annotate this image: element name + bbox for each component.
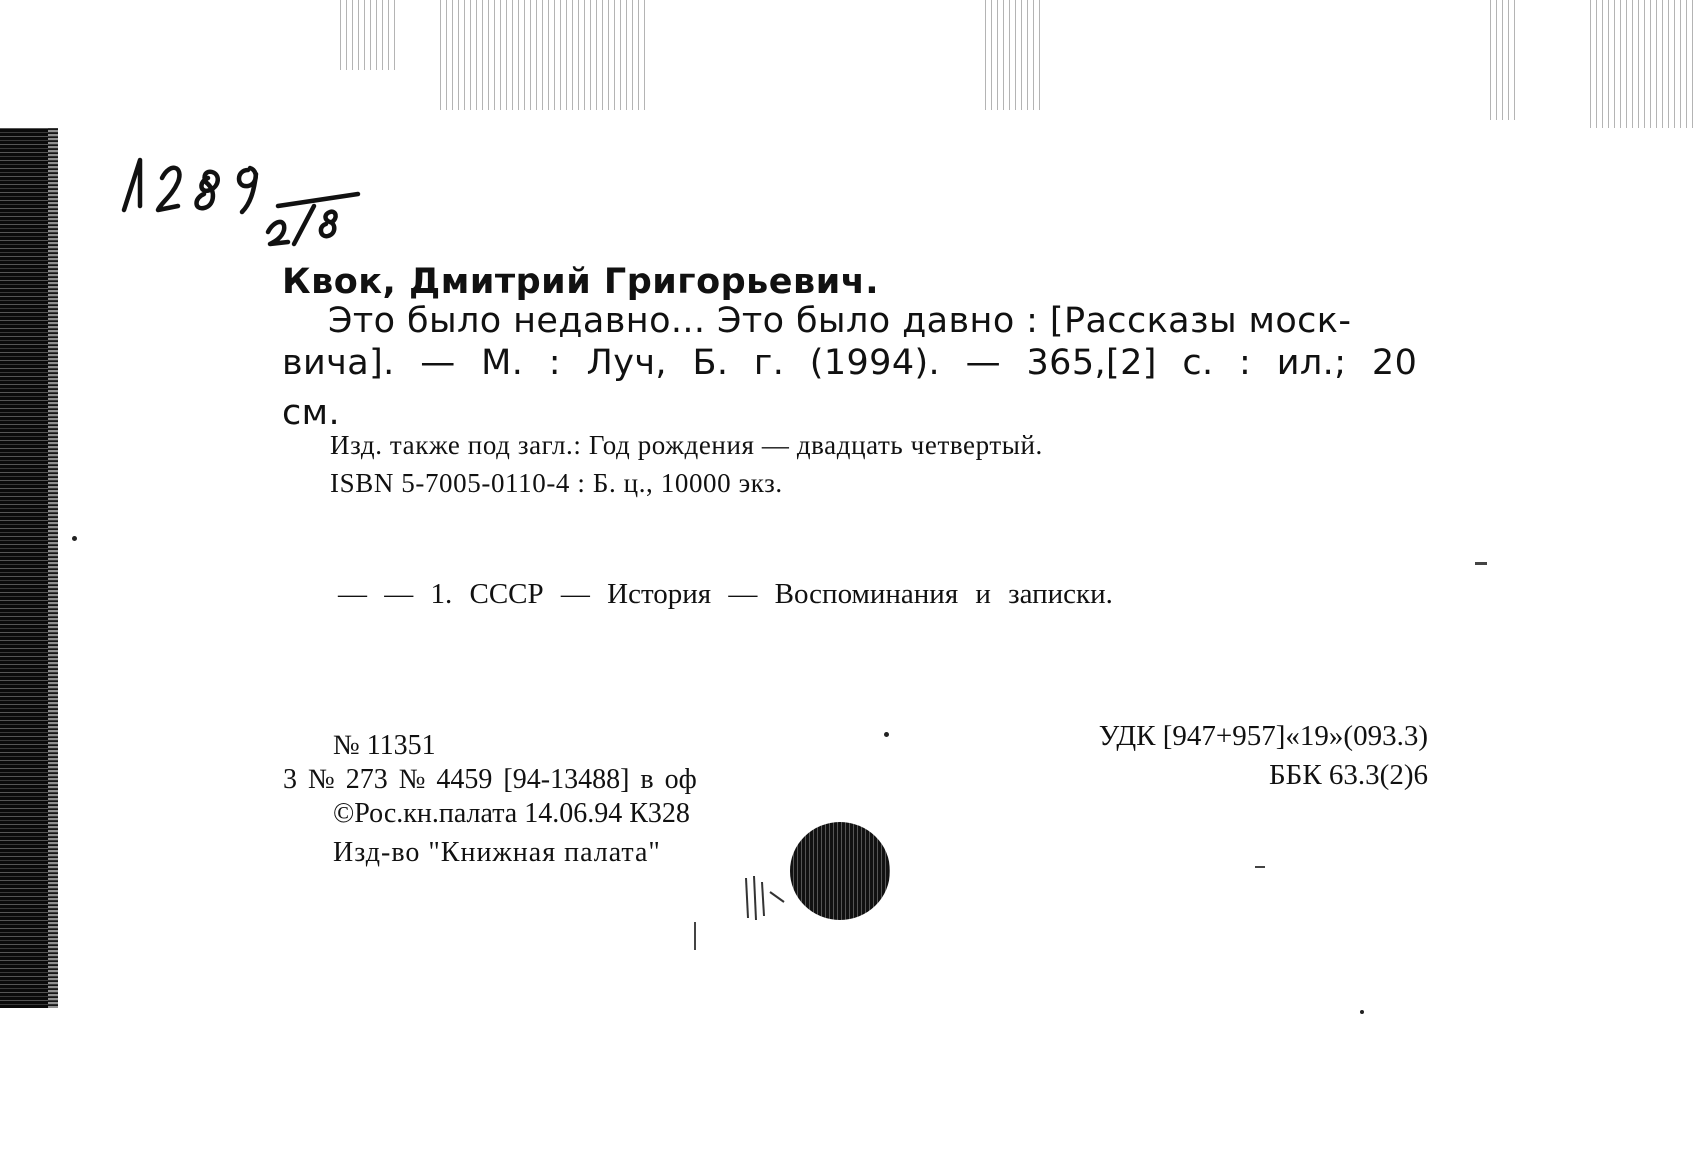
title-line-2: вича]. — М. : Луч, Б. г. (1994). — 365,[2] с. : ил.; 20 xyxy=(282,343,1418,383)
author-heading: Квок, Дмитрий Григорьевич. xyxy=(282,262,880,302)
scan-lines-top-1 xyxy=(340,0,400,70)
scan-mark xyxy=(694,922,696,950)
dust-speck xyxy=(1360,1010,1364,1014)
scan-mark xyxy=(1475,562,1487,565)
udk-code: УДК [947+957]«19»(093.3) xyxy=(1098,720,1428,752)
scan-lines-top-5 xyxy=(1590,0,1696,128)
handwriting-drawing xyxy=(118,140,378,250)
publisher-line: Изд-во "Книжная палата" xyxy=(333,837,661,868)
dust-speck xyxy=(72,536,77,541)
handwritten-shelf-mark xyxy=(118,140,378,250)
copyright-line: ©Рос.кн.палата 14.06.94 К328 xyxy=(333,798,690,829)
title-line-3: см. xyxy=(282,393,340,433)
scan-lines-top-4 xyxy=(1490,0,1520,120)
scan-edge-strip xyxy=(0,128,58,1008)
ink-stamp-blot xyxy=(790,822,890,920)
scan-mark xyxy=(1255,866,1265,868)
scan-lines-top-3 xyxy=(985,0,1045,110)
order-line: 3 № 273 № 4459 [94-13488] в оф xyxy=(283,764,697,795)
subject-headings: — — 1. СССР — История — Воспоминания и записки. xyxy=(338,578,1113,610)
dust-speck xyxy=(884,732,889,737)
title-line-1: Это было недавно... Это было давно : [Рассказы моск- xyxy=(328,301,1352,341)
bbk-code: ББК 63.3(2)6 xyxy=(1269,759,1428,791)
stamp-smudge xyxy=(740,872,790,926)
isbn-line: ISBN 5-7005-0110-4 : Б. ц., 10000 экз. xyxy=(330,468,783,498)
card-number: № 11351 xyxy=(333,730,436,761)
scan-lines-top-2 xyxy=(440,0,645,110)
edition-note: Изд. также под загл.: Год рождения — двадцать четвертый. xyxy=(330,430,1043,460)
